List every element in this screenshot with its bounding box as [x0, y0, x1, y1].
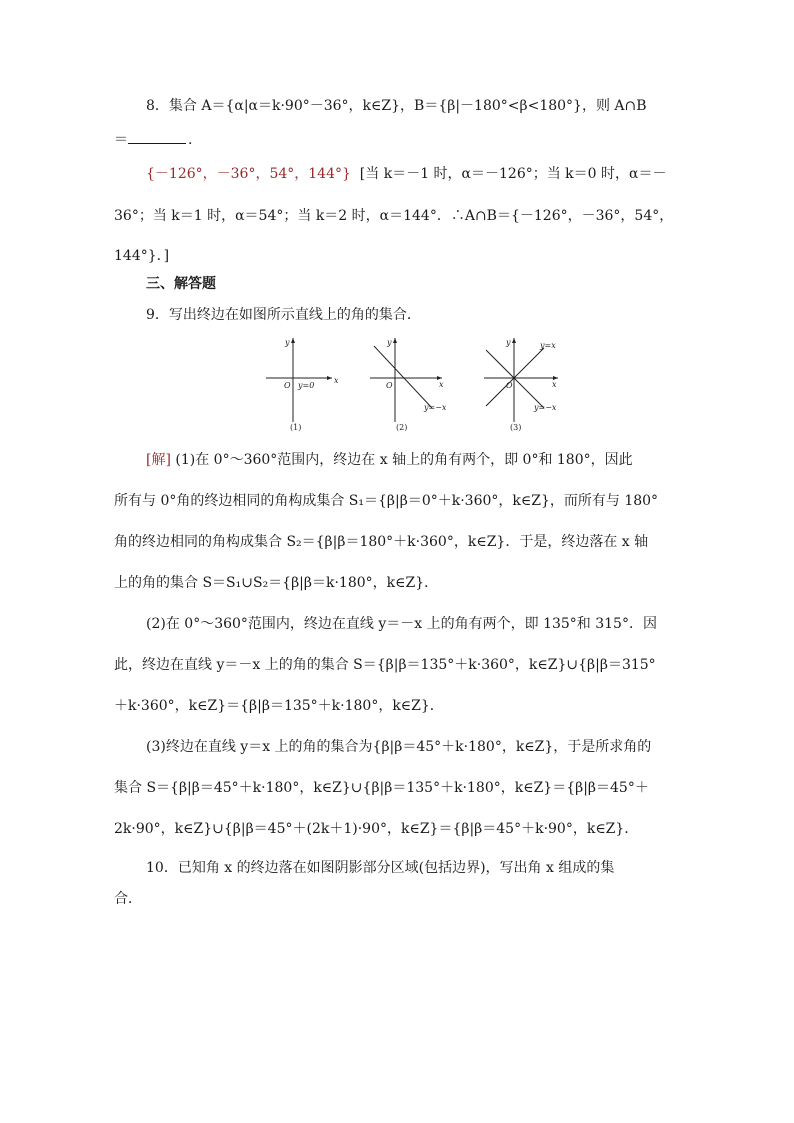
q8-equals: ＝ — [114, 132, 128, 148]
q9-sol2-text-a: (2)在 0°～360°范围内，终边在直线 y＝－x 上的角有两个，即 135°和 315°．因 — [146, 616, 657, 632]
fig2-origin: O — [386, 381, 393, 390]
q9-solution-1b — [114, 491, 682, 511]
fig1-x-label: x — [334, 376, 339, 385]
q9-solution-3c — [114, 819, 682, 839]
q8-explanation-1: [当 k＝－1 时，α＝－126°；当 k＝0 时，α＝－ — [359, 166, 667, 182]
q10-line2 — [114, 889, 682, 909]
fig2-x-label: x — [439, 380, 444, 389]
q8-explanation-2: 36°；当 k＝1 时，α＝54°；当 k＝2 时，α＝144°．∴A∩B＝{－126°，－36°，54°， — [114, 208, 674, 224]
fig3-x-label: x — [552, 380, 557, 389]
fig3-caption: (3) — [510, 423, 522, 432]
q9-solution-3a — [146, 737, 682, 757]
q8-explanation-3: 144°}．] — [114, 248, 170, 264]
fig2-line-neg-x — [374, 346, 432, 408]
q8-line2 — [114, 129, 682, 150]
fig1-y-arrow — [291, 338, 295, 343]
q10-text-1: 10．已知角 x 的终边落在如图阴影部分区域(包括边界)，写出角 x 组成的集 — [146, 860, 615, 876]
fig3-line-pos-x — [486, 348, 544, 406]
figure-3 — [484, 338, 558, 432]
q8-explanation-line2 — [114, 206, 682, 226]
fig1-y-label: y — [285, 338, 290, 347]
q8-line1 — [146, 96, 682, 116]
section-heading-text: 三、解答题 — [146, 276, 216, 292]
fig1-caption: (1) — [290, 423, 302, 432]
q9-solution-1d — [114, 573, 682, 593]
q10-text-2: 合． — [114, 891, 142, 907]
q9-question-text: 9．写出终边在如图所示直线上的角的集合． — [146, 307, 421, 323]
q9-sol3-text-c: 2k·90°，k∈Z}∪{β|β＝45°＋(2k＋1)·90°，k∈Z}＝{β|β＝45°＋k·90°，k∈Z}． — [114, 821, 639, 837]
q9-figures — [262, 334, 562, 434]
q9-sol1-text-c: 角的终边相同的角构成集合 S₂＝{β|β＝180°＋k·360°，k∈Z}．于是，终边落在 x 轴 — [114, 534, 649, 550]
fig2-y-arrow — [393, 338, 397, 343]
q9-sol1-text-b: 所有与 0°角的终边相同的角构成集合 S₁＝{β|β＝0°＋k·360°，k∈Z}，而所有与 180° — [114, 493, 659, 509]
q9-sol2-text-b: 此，终边在直线 y＝－x 上的角的集合 S＝{β|β＝135°＋k·360°，k∈Z}∪{β|β＝315° — [114, 657, 656, 673]
q9-solution-3b — [114, 778, 682, 798]
fig2-caption: (2) — [396, 423, 408, 432]
q8-explanation-line3 — [114, 246, 682, 266]
q9-sol1-text-a: (1)在 0°～360°范围内，终边在 x 轴上的角有两个，即 0°和 180°，因此 — [170, 452, 633, 468]
solution-tag: [解] — [146, 452, 171, 468]
fig3-line2-label: y=−x — [534, 403, 557, 412]
q9-sol2-text-c: ＋k·360°，k∈Z}＝{β|β＝135°＋k·180°，k∈Z}． — [114, 698, 444, 714]
fig3-y-arrow — [512, 338, 516, 343]
q9-sol1-text-d: 上的角的集合 S＝S₁∪S₂＝{β|β＝k·180°，k∈Z}． — [114, 575, 439, 591]
q8-period: . — [188, 132, 193, 148]
section-heading — [146, 274, 682, 294]
fig2-y-label: y — [387, 338, 392, 347]
fig3-line-neg-x — [486, 350, 544, 408]
figure-1 — [266, 338, 339, 432]
fig1-origin: O — [284, 381, 291, 390]
q9-solution-2c — [114, 696, 682, 716]
q9-figures-svg — [262, 334, 562, 434]
fig3-origin: O — [506, 381, 513, 390]
q8-answer-line — [146, 164, 682, 184]
fig3-y-label: y — [506, 338, 511, 347]
q10-line1 — [146, 858, 682, 878]
fig2-line-label: y=−x — [424, 403, 447, 412]
q9-solution-1c — [114, 532, 682, 552]
q8-text-1: 8．集合 A＝{α|α＝k·90°－36°，k∈Z}，B＝{β|－180°<β<180°}，则 A∩B — [146, 98, 647, 114]
answer-blank — [128, 129, 186, 144]
fig3-line1-label: y=x — [540, 341, 556, 350]
q9-solution-2b — [114, 655, 682, 675]
q9-question — [146, 305, 682, 325]
q9-sol3-text-a: (3)终边在直线 y＝x 上的角的集合为{β|β＝45°＋k·180°，k∈Z}，于是所求角的 — [146, 739, 652, 755]
fig1-line-label: y=0 — [298, 381, 315, 390]
q9-solution-2a — [146, 614, 682, 634]
q8-answer: {－126°，－36°，54°，144°} — [146, 166, 351, 182]
fig1-x-arrow — [327, 376, 332, 380]
figure-2 — [370, 338, 447, 432]
q9-sol3-text-b: 集合 S＝{β|β＝45°＋k·180°，k∈Z}∪{β|β＝135°＋k·180°，k∈Z}＝{β|β＝45°＋ — [114, 780, 649, 796]
q9-solution-1a — [146, 450, 682, 470]
